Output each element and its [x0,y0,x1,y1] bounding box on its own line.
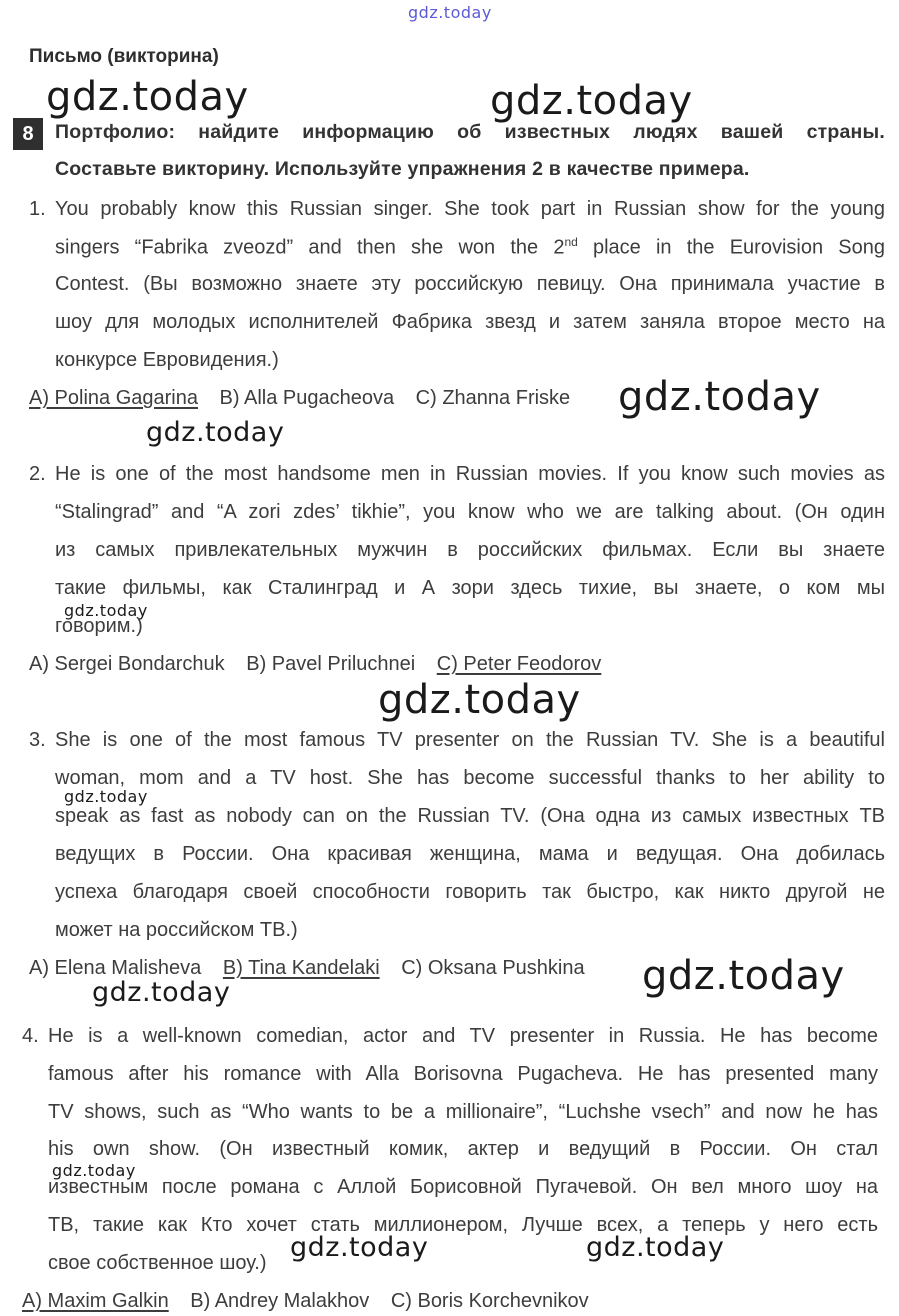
watermark: gdz.today [146,417,285,448]
question-text-line: his own show. (Он известный комик, актер и ведущий в России. Он стал [48,1138,878,1160]
answer-options [22,1290,605,1313]
answer-c: C) Boris Korchevnikov [390,1290,589,1312]
watermark: gdz.today [92,977,231,1008]
question-text-line: He is one of the most handsome men in Russian movies. If you know such movies as [55,463,885,485]
watermark: gdz.today [490,78,693,124]
answer-a: A) Sergei Bondarchuk [29,653,225,675]
question-text-line: конкурсе Евровидения.) [55,349,279,371]
task-line-2: Составьте викторину. Используйте упражнения 2 в качестве примера. [55,158,750,180]
watermark: gdz.today [46,74,249,120]
question-text-line: Contest. (Вы возможно знаете эту российскую певицу. Она принимала участие в [55,273,885,295]
answer-b: B) Alla Pugacheova [219,387,395,409]
question-text-line: famous after his romance with Alla Borisovna Pugacheva. He has presented many [48,1063,878,1085]
task-number-badge: 8 [13,118,43,150]
question-text-line: может на российском ТВ.) [55,919,298,941]
answer-a-correct: A) Polina Gagarina [29,387,198,409]
question-number: 3. [29,729,46,751]
question-text-line: такие фильмы, как Сталинград и А зори здесь тихие, вы знаете, о ком мы [55,577,885,599]
watermark: gdz.today [586,1232,725,1263]
watermark: gdz.today [378,677,581,723]
question-text-line: успеха благодаря своей способности говорить так быстро, как никто другой не [55,881,885,903]
question-text-line: шоу для молодых исполнителей Фабрика звезд и затем заняла второе место на [55,311,885,333]
answer-b: B) Andrey Malakhov [190,1290,370,1312]
question-text-line: TV shows, such as “Who wants to be a millionaire”, “Luchshe vsech” and now he has [48,1101,878,1123]
watermark: gdz.today [618,374,821,420]
question-text-line: woman, mom and a TV host. She has become successful thanks to her ability to [55,767,885,789]
section-title: Письмо (викторина) [29,46,219,67]
question-text-line: говорим.) [55,615,143,637]
answer-c: C) Oksana Pushkina [401,957,585,979]
question-text-line [55,235,885,260]
question-text-line: “Stalingrad” and “A zori zdes’ tikhie”, you know who we are talking about. (Он один [55,501,885,523]
question-number: 4. [22,1025,39,1047]
task-line-1: Портфолио: найдите информацию об известных людях вашей страны. [55,121,885,143]
watermark: gdz.today [52,1161,136,1180]
question-text-line: He is a well-known comedian, actor and TV presenter in Russia. He has become [48,1025,878,1047]
answer-c: C) Zhanna Friske [415,387,571,409]
watermark: gdz.today [64,787,148,806]
answer-b-correct: B) Tina Kandelaki [222,957,380,979]
question-text-line: You probably know this Russian singer. She took part in Russian show for the young [55,198,885,220]
question-text-line: из самых привлекательных мужчин в российских фильмах. Если вы знаете [55,539,885,561]
watermark: gdz.today [642,953,845,999]
watermark: gdz.today [64,601,148,620]
text-part: place in the Eurovision Song [577,236,885,259]
question-text-line: известным после романа с Аллой Борисовной Пугачевой. Он вел много шоу на [48,1176,878,1198]
answer-options [29,653,617,676]
question-text-line: ведущих в России. Она красивая женщина, мама и ведущая. Она добилась [55,843,885,865]
answer-c-correct: C) Peter Feodorov [436,653,602,675]
text-part: singers “Fabrika zveozd” and then she won the 2 [55,236,565,259]
answer-b: B) Pavel Priluchnei [246,653,416,675]
question-number: 2. [29,463,46,485]
superscript: nd [564,235,578,249]
question-text-line: ТВ, такие как Кто хочет стать миллионером, Лучше всех, а теперь у него есть [48,1214,878,1236]
answer-options [29,387,586,410]
question-text-line: She is one of the most famous TV presenter on the Russian TV. She is a beautiful [55,729,885,751]
answer-a-correct: A) Maxim Galkin [22,1290,169,1312]
answer-a: A) Elena Malisheva [29,957,202,979]
header-watermark: gdz.today [408,3,492,22]
watermark: gdz.today [290,1232,429,1263]
question-text-line: свое собственное шоу.) [48,1252,267,1274]
question-text-line: speak as fast as nobody can on the Russian TV. (Она одна из самых известных ТВ [55,805,885,827]
question-number: 1. [29,198,46,220]
